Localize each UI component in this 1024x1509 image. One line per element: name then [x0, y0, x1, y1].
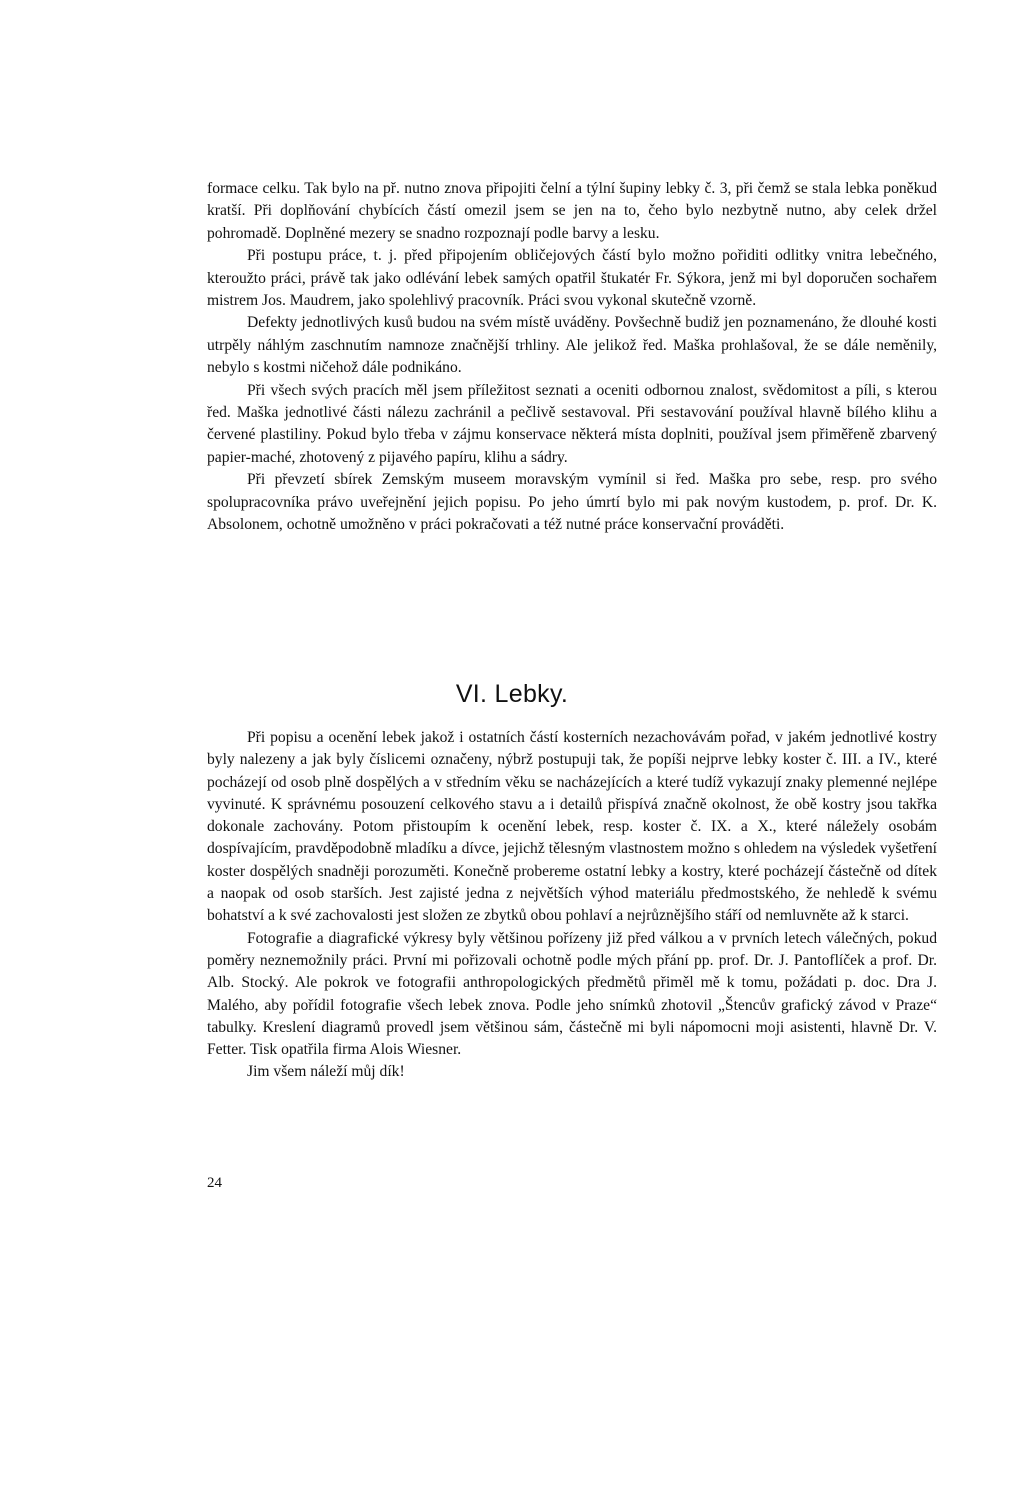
- paragraph-1: formace celku. Tak bylo na př. nutno znova připojiti čelní a týlní šupiny lebky č. 3, při čemž se stala lebka poněkud kratší. Při doplňování chybících částí omezil jsem se jen na to, čeho bylo nezbytně nutno, aby celek držel pohromadě. Doplněné mezery se snadno rozpoznají podle barvy a lesku.: [207, 180, 937, 242]
- paragraph-3: Defekty jednotlivých kusů budou na svém místě uváděny. Povšechně budiž jen poznamenáno, že dlouhé kosti utrpěly náhlým zaschnutím namnoze značnější trhliny. Ale jelikož řed. Maška prohlašoval, že se dále neměnily, nebylo s kostmi ničehož dále podnikáno.: [207, 314, 937, 377]
- paragraph-6: Při popisu a ocenění lebek jakož i ostatních částí kosterních nezachovávám pořad, v jakém jednotlivé kostry byly nalezeny a jak byly číslicemi označeny, nýbrž postupuji tak, že popíši nejprve lebky koster č. III. a IV., které pocházejí od osob plně dospělých a v středním věku se nacházejících a které tudíž vykazují znaky plemenné nejlépe vyvinuté. K správnému posouzení celkového stavu a i detailů přispívá značně okolnost, že obě kostry jsou takřka dokonale zachovány. Potom přistoupím k ocenění lebek, resp. koster č. IX. a X., které náležely osobám dospívajícím, pravděpodobně mladíku a dívce, jejichž tělesným vlastnostem možno s ohledem na výsledek vyšetření koster dospělých snadněji porozuměti. Konečně probereme ostatní lebky a kostry, které pocházejí částečně od dítek a naopak od osob starších. Jest zajisté jedna z největších výhod materiálu předmostského, že nehledě k svému bohatství a k své zachovalosti jest složen ze zbytků obou pohlaví a nejrůznějšího stáří od nemluvněte až k starci.: [207, 729, 937, 925]
- paragraph-8: Jim všem náleží můj dík!: [247, 1063, 405, 1081]
- chapter-heading: VI. Lebky.: [455, 680, 569, 708]
- paragraph-7: Fotografie a diagrafické výkresy byly většinou pořízeny již před válkou a v prvních letech válečných, pokud poměry neznemožnily práci. První mi pořizovali ochotně podle mých přání pp. prof. Dr. J. Pantoflíček a prof. Dr. Alb. Stocký. Ale pokrok ve fotografii anthropologických předmětů přiměl mě k tomu, požádati p. doc. Dra J. Malého, aby pořídil fotografie všech lebek znova. Podle jeho snímků zhotovil „Štencův grafický závod v Praze“ tabulky. Kreslení diagramů provedl jsem většinou sám, částečně mi byli nápomocni moji asistenti, hlavně Dr. V. Fetter. Tisk opatřila firma Alois Wiesner.: [207, 929, 937, 1059]
- paragraph-5: Při převzetí sbírek Zemským museem moravským vymínil si řed. Maška pro sebe, resp. pro svého spolupracovníka právo uveřejnění jejich popisu. Po jeho úmrtí bylo mi pak novým kustodem, p. prof. Dr. K. Absolonem, ochotně umožněno v práci pokračovati a též nutné práce konservační prováděti.: [207, 471, 937, 534]
- page-number: 24: [207, 1175, 222, 1191]
- section-v-continuation: [207, 178, 937, 537]
- paragraph-2: Při postupu práce, t. j. před připojením obličejových částí bylo možno pořiditi odlitky vnitra lebečného, kteroužto práci, právě tak jako odlévání lebek samých opatřil štukatér Fr. Sýkora, jenž mi byl doporučen sochařem mistrem Jos. Maudrem, jako spolehlivý pracovník. Práci svou vykonal skutečně vzorně.: [207, 247, 937, 310]
- section-vi-body: [207, 727, 937, 1084]
- paragraph-4: Při všech svých pracích měl jsem příležitost seznati a oceniti odbornou znalost, svědomitost a píli, s kterou řed. Maška jednotlivé části nálezu zachránil a pečlivě sestavoval. Při sestavování používal hlavně bílého klihu a červené plastiliny. Pokud bylo třeba v zájmu konservace některá místa doplniti, používal jsem přiměřeně zbarvený papier-maché, zhotovený z pijavého papíru, klihu a sádry.: [207, 381, 937, 466]
